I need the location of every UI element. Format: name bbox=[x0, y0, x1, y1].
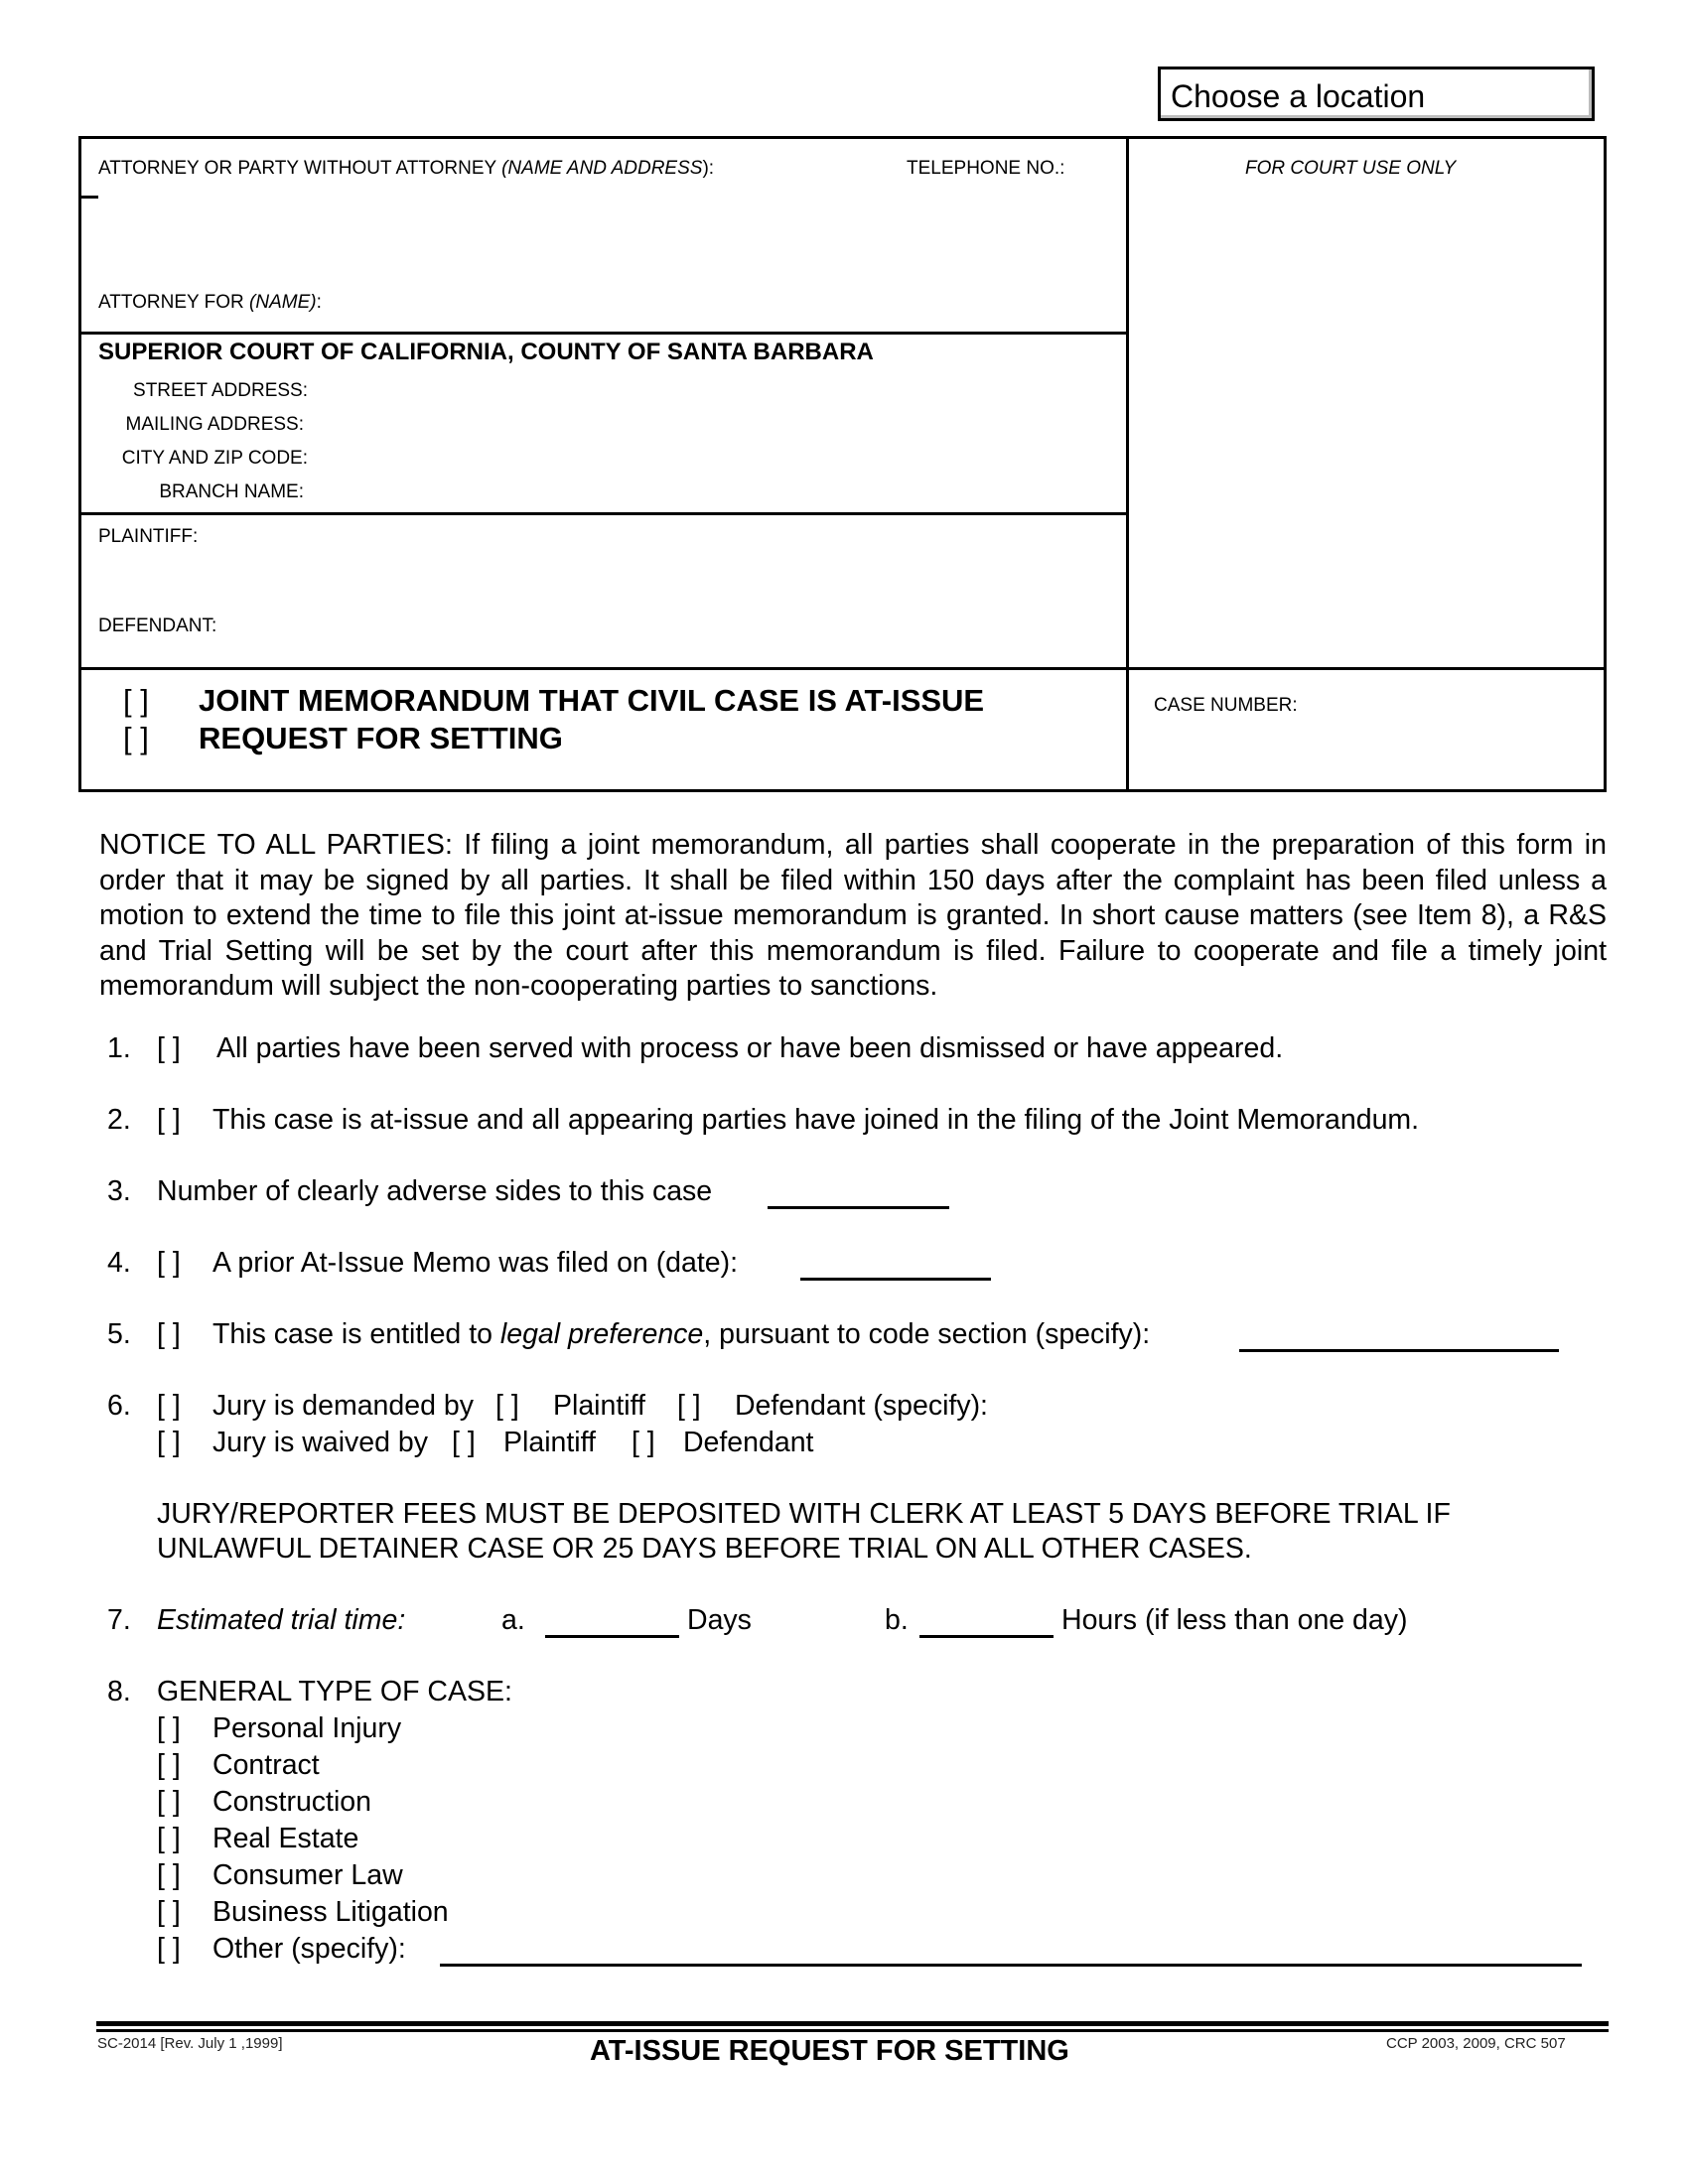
days-unit: Days bbox=[687, 1604, 752, 1636]
hours-unit: Hours (if less than one day) bbox=[1061, 1604, 1408, 1636]
footer-title: AT-ISSUE REQUEST FOR SETTING bbox=[590, 2035, 1069, 2067]
location-dropdown[interactable] bbox=[1158, 67, 1595, 121]
item-2-checkbox[interactable]: [ ] bbox=[157, 1104, 181, 1136]
waived-defendant-checkbox[interactable]: [ ] bbox=[631, 1427, 655, 1458]
case-number-label: CASE NUMBER: bbox=[1154, 695, 1298, 716]
telephone-label: TELEPHONE NO.: bbox=[907, 158, 1065, 179]
case-type-business-litigation[interactable]: [ ] Business Litigation bbox=[157, 1895, 449, 1931]
plaintiff-label: PLAINTIFF: bbox=[98, 526, 199, 547]
other-checkbox[interactable]: [ ] bbox=[157, 1933, 181, 1965]
footer-rule-bottom bbox=[96, 2029, 1609, 2032]
case-type-personal-injury[interactable]: [ ] Personal Injury bbox=[157, 1711, 401, 1747]
form-id: SC-2014 [Rev. July 1 ,1999] bbox=[97, 2035, 283, 2052]
item-8: 8. GENERAL TYPE OF CASE: bbox=[107, 1676, 512, 1707]
trial-days-field[interactable] bbox=[545, 1607, 679, 1638]
attorney-name-address-field[interactable] bbox=[109, 199, 1112, 288]
attorney-for-label: ATTORNEY FOR (NAME): bbox=[98, 292, 322, 313]
caption-vertical-divider bbox=[1126, 136, 1129, 792]
jury-demanded-checkbox[interactable]: [ ] bbox=[157, 1390, 181, 1422]
personal-injury-checkbox[interactable]: [ ] bbox=[157, 1712, 181, 1744]
item-6-waived: [ ] Jury is waived by [ ] Plaintiff [ ] Defendant bbox=[157, 1426, 813, 1461]
item-3: 3. Number of clearly adverse sides to this case bbox=[107, 1175, 713, 1207]
item-5: 5. [ ] This case is entitled to legal preference, pursuant to code section (specify): bbox=[107, 1317, 1150, 1353]
location-dropdown-value: Choose a location bbox=[1171, 78, 1426, 114]
street-address-label: STREET ADDRESS: bbox=[133, 380, 308, 401]
city-zip-label: CITY AND ZIP CODE: bbox=[121, 448, 308, 469]
days-label-a: a. bbox=[501, 1604, 525, 1636]
trial-hours-field[interactable] bbox=[919, 1607, 1054, 1638]
construction-checkbox[interactable]: [ ] bbox=[157, 1786, 181, 1818]
case-type-real-estate[interactable]: [ ] Real Estate bbox=[157, 1822, 358, 1857]
notice-to-parties: NOTICE TO ALL PARTIES: If filing a joint memorandum, all parties shall cooperate in the preparation of this form in order that it may be signed by all parties. It shall be filed within 150 days after the complaint has been filed unless a motion to extend the time to file this joint at-issue memorandum is granted. In short cause matters (see Item 8), a R&S and Trial Setting will be set by the court after this memorandum is filed. Failure to cooperate and file a timely joint memorandum will subject the non-cooperating parties to sanctions. bbox=[99, 829, 1607, 1002]
court-use-only-label: FOR COURT USE ONLY bbox=[1245, 158, 1457, 179]
case-type-contract[interactable]: [ ] Contract bbox=[157, 1748, 320, 1784]
item-6-demanded: 6. [ ] Jury is demanded by [ ] Plaintiff [ ] Defendant (specify): bbox=[107, 1389, 988, 1425]
jury-waived-checkbox[interactable]: [ ] bbox=[157, 1427, 181, 1458]
mailing-address-label: MAILING ADDRESS: bbox=[125, 414, 304, 435]
demanded-plaintiff-checkbox[interactable]: [ ] bbox=[494, 1390, 519, 1422]
attorney-label: ATTORNEY OR PARTY WITHOUT ATTORNEY (NAME AND ADDRESS): bbox=[98, 158, 715, 179]
real-estate-checkbox[interactable]: [ ] bbox=[157, 1823, 181, 1854]
case-number-field[interactable] bbox=[1152, 725, 1589, 774]
case-type-other[interactable]: [ ] Other (specify): bbox=[157, 1932, 406, 1968]
case-type-construction[interactable]: [ ] Construction bbox=[157, 1785, 371, 1821]
joint-memo-checkbox[interactable]: [ ] bbox=[123, 683, 149, 718]
item-2: 2. [ ] This case is at-issue and all appearing parties have joined in the filing of the Joint Memorandum. bbox=[107, 1103, 1419, 1139]
divider-court-parties bbox=[78, 512, 1127, 515]
other-specify-field[interactable] bbox=[440, 1936, 1582, 1967]
adverse-sides-field[interactable] bbox=[768, 1178, 949, 1209]
divider-parties-title bbox=[78, 667, 1607, 670]
jury-fees-notice-line1: JURY/REPORTER FEES MUST BE DEPOSITED WITH CLERK AT LEAST 5 DAYS BEFORE TRIAL IF bbox=[157, 1498, 1451, 1530]
legal-citations: CCP 2003, 2009, CRC 507 bbox=[1386, 2035, 1566, 2052]
contract-checkbox[interactable]: [ ] bbox=[157, 1749, 181, 1781]
tick-mark bbox=[81, 196, 98, 199]
divider-attorney-court bbox=[78, 332, 1127, 335]
item-7: 7. Estimated trial time: bbox=[107, 1604, 406, 1636]
prior-memo-date-field[interactable] bbox=[800, 1250, 991, 1281]
waived-plaintiff-checkbox[interactable]: [ ] bbox=[452, 1427, 476, 1458]
item-5-checkbox[interactable]: [ ] bbox=[157, 1318, 181, 1350]
doc-type-joint-memo[interactable]: [ ] JOINT MEMORANDUM THAT CIVIL CASE IS AT-ISSUE bbox=[123, 683, 985, 718]
item-1: 1. [ ] All parties have been served with process or have been dismissed or have appeared. bbox=[107, 1031, 1283, 1067]
request-setting-checkbox[interactable]: [ ] bbox=[123, 721, 149, 755]
item-4: 4. [ ] A prior At-Issue Memo was filed on (date): bbox=[107, 1246, 738, 1282]
jury-fees-notice-line2: UNLAWFUL DETAINER CASE OR 25 DAYS BEFORE TRIAL ON ALL OTHER CASES. bbox=[157, 1533, 1252, 1565]
business-litigation-checkbox[interactable]: [ ] bbox=[157, 1896, 181, 1928]
court-title: SUPERIOR COURT OF CALIFORNIA, COUNTY OF SANTA BARBARA bbox=[98, 339, 874, 365]
footer-rule-top bbox=[96, 2021, 1609, 2026]
defendant-field[interactable] bbox=[238, 615, 1112, 655]
defendant-label: DEFENDANT: bbox=[98, 615, 217, 636]
case-type-consumer-law[interactable]: [ ] Consumer Law bbox=[157, 1858, 403, 1894]
consumer-law-checkbox[interactable]: [ ] bbox=[157, 1859, 181, 1891]
doc-type-request-setting[interactable]: [ ] REQUEST FOR SETTING bbox=[123, 721, 563, 755]
item-4-checkbox[interactable]: [ ] bbox=[157, 1247, 181, 1279]
branch-name-label: BRANCH NAME: bbox=[159, 481, 304, 502]
hours-label-b: b. bbox=[885, 1604, 909, 1636]
plaintiff-field[interactable] bbox=[238, 526, 1112, 566]
demanded-defendant-checkbox[interactable]: [ ] bbox=[676, 1390, 701, 1422]
code-section-field[interactable] bbox=[1239, 1321, 1559, 1352]
item-1-checkbox[interactable]: [ ] bbox=[157, 1032, 181, 1064]
